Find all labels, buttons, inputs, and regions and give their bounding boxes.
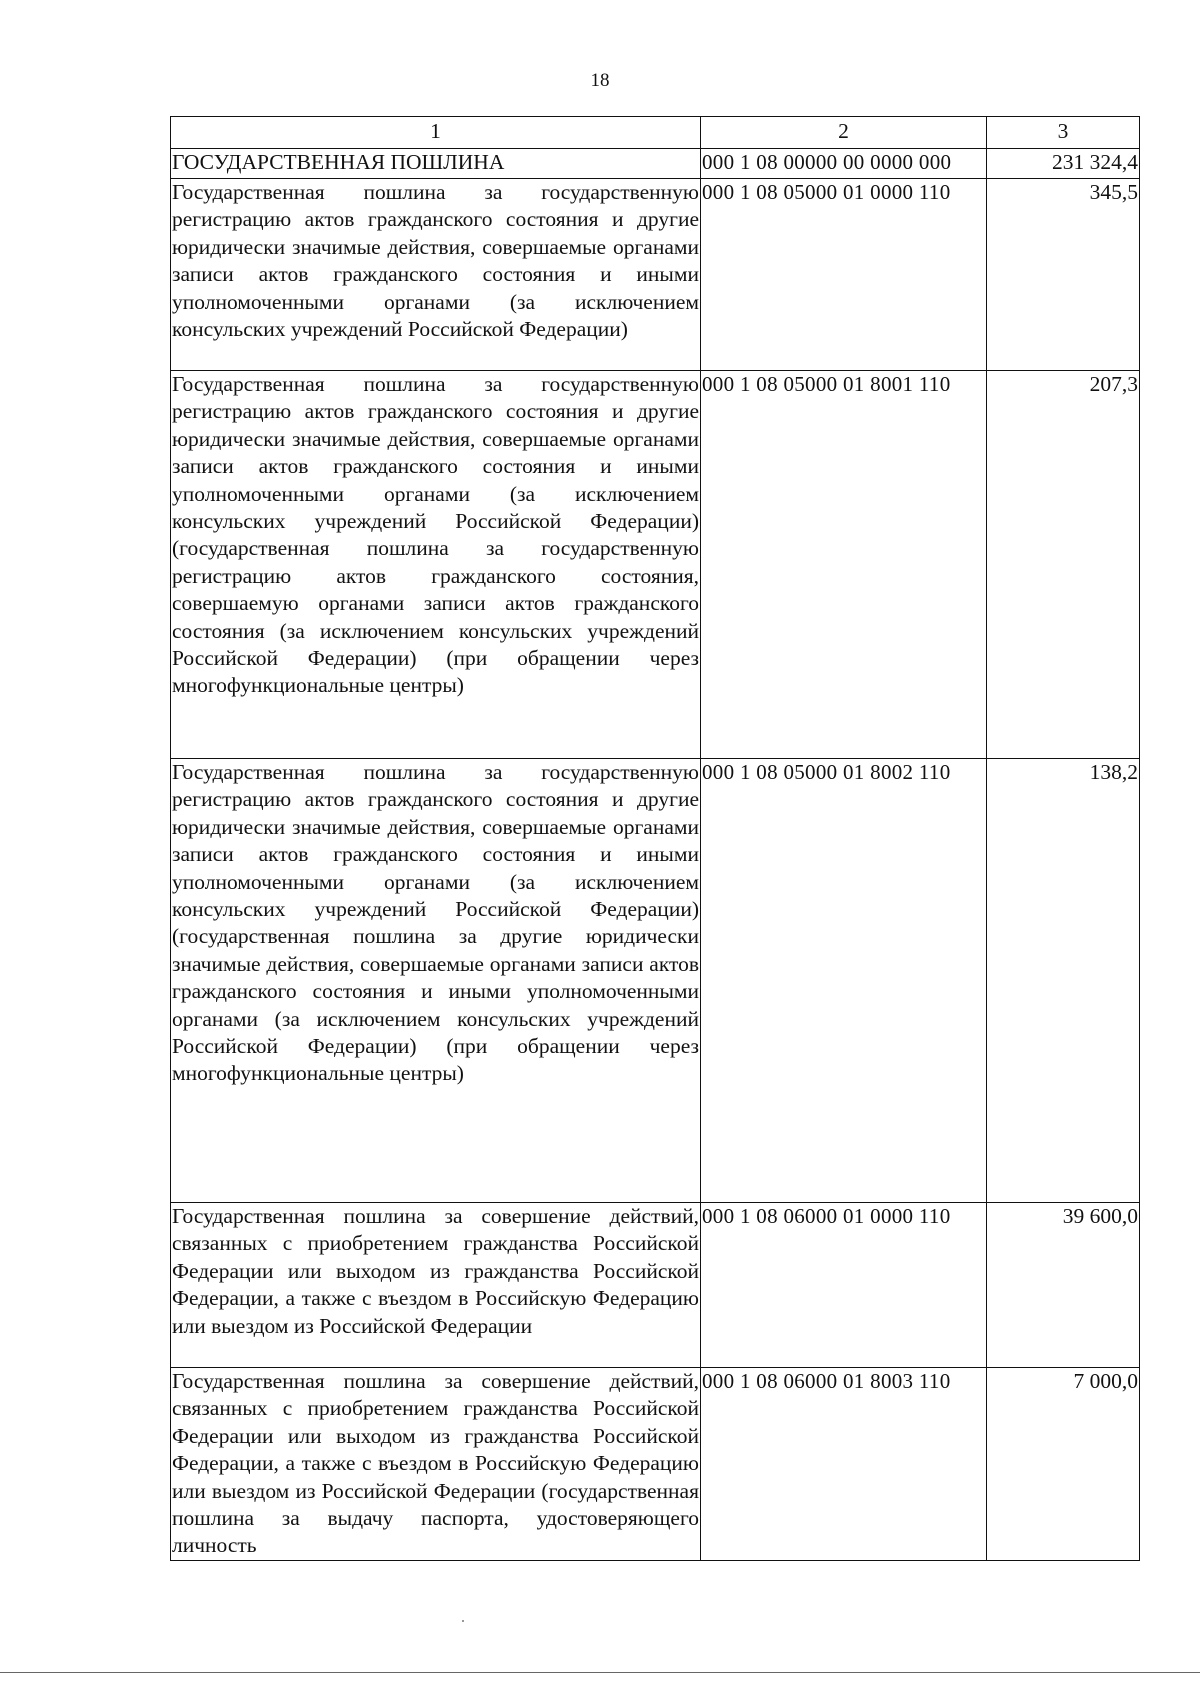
row-amount: 231 324,4 <box>987 149 1140 179</box>
revenue-table <box>170 116 1140 1561</box>
column-header-1: 1 <box>171 117 701 149</box>
table-header-row <box>171 117 1140 149</box>
page-number: 18 <box>590 70 610 91</box>
table-row <box>171 179 1140 371</box>
row-amount: 39 600,0 <box>987 1203 1140 1368</box>
row-code: 000 1 08 05000 01 0000 110 <box>701 179 987 371</box>
row-code: 000 1 08 05000 01 8002 110 <box>701 759 987 1203</box>
table-row <box>171 1203 1140 1368</box>
column-header-3: 3 <box>987 117 1140 149</box>
table-row <box>171 371 1140 759</box>
table-row <box>171 1368 1140 1561</box>
row-code: 000 1 08 00000 00 0000 000 <box>701 149 987 179</box>
row-name: Государственная пошлина за государственную регистрацию актов гражданского состояния и другие юридически значимые действия, совершаемые органами записи актов гражданского состояния и иными уполномоченными органами (за исключением консульских учреждений Российской Федерации) (государственная пошлина за другие юридически значимые действия, совершаемые органами записи актов гражданского состояния и иными уполномоченными органами (за исключением консульских учреждений Российской Федерации) (при обращении через многофункциональные центры) <box>171 759 701 1203</box>
row-amount: 207,3 <box>987 371 1140 759</box>
row-amount: 138,2 <box>987 759 1140 1203</box>
row-code: 000 1 08 06000 01 8003 110 <box>701 1368 987 1561</box>
table-row <box>171 149 1140 179</box>
row-amount: 345,5 <box>987 179 1140 371</box>
table-row <box>171 759 1140 1203</box>
column-header-2: 2 <box>701 117 987 149</box>
row-amount: 7 000,0 <box>987 1368 1140 1561</box>
row-code: 000 1 08 05000 01 8001 110 <box>701 371 987 759</box>
row-name: ГОСУДАРСТВЕННАЯ ПОШЛИНА <box>171 149 701 179</box>
row-code: 000 1 08 06000 01 0000 110 <box>701 1203 987 1368</box>
scan-speck <box>462 1620 464 1622</box>
scan-edge-line <box>0 1672 1200 1673</box>
row-name: Государственная пошлина за государственную регистрацию актов гражданского состояния и другие юридически значимые действия, совершаемые органами записи актов гражданского состояния и иными уполномоченными органами (за исключением консульских учреждений Российской Федерации) <box>171 179 701 371</box>
row-name: Государственная пошлина за государственную регистрацию актов гражданского состояния и другие юридически значимые действия, совершаемые органами записи актов гражданского состояния и иными уполномоченными органами (за исключением консульских учреждений Российской Федерации) (государственная пошлина за государственную регистрацию актов гражданского состояния, совершаемую органами записи актов гражданского состояния (за исключением консульских учреждений Российской Федерации) (при обращении через многофункциональные центры) <box>171 371 701 759</box>
row-name: Государственная пошлина за совершение действий, связанных с приобретением гражданства Российской Федерации или выходом из гражданства Российской Федерации, а также с въездом в Российскую Федерацию или выездом из Российской Федерации <box>171 1203 701 1368</box>
row-name: Государственная пошлина за совершение действий, связанных с приобретением гражданства Российской Федерации или выходом из гражданства Российской Федерации, а также с въездом в Российскую Федерацию или выездом из Российской Федерации (государственная пошлина за выдачу паспорта, удостоверяющего личность <box>171 1368 701 1561</box>
